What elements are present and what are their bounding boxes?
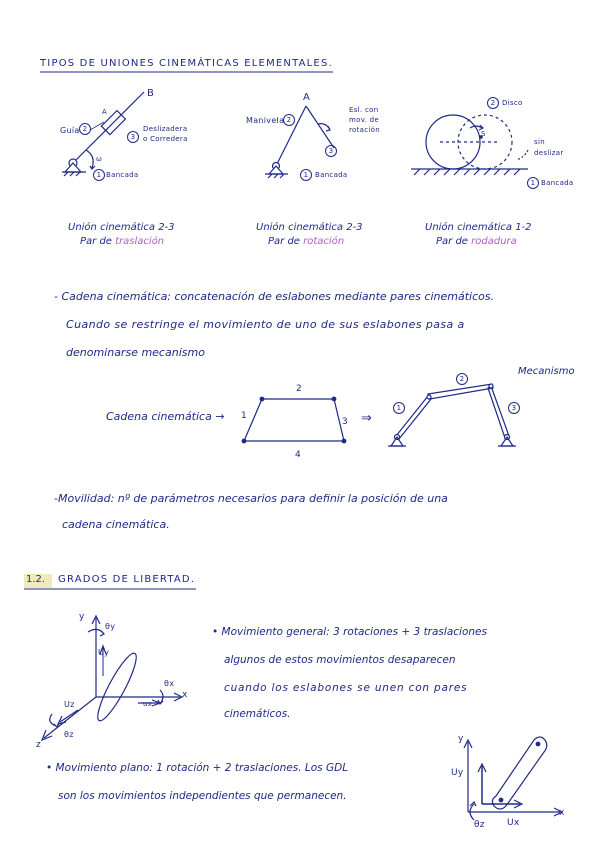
label-note-1: Esl. con <box>349 106 379 114</box>
axis-x-label: x <box>182 690 188 700</box>
implies-arrow: ⇒ <box>361 411 372 426</box>
u-y-label: Uy <box>98 648 110 657</box>
general-line2: algunos de estos movimientos desaparecen <box>224 654 456 666</box>
general-line4: cinemáticos. <box>224 708 291 720</box>
label-frame-2: Bancada <box>315 171 348 179</box>
theta-x-label: θx <box>164 679 175 688</box>
u-z-label: Uz <box>64 700 75 709</box>
chain-quad <box>242 397 349 443</box>
label-frame: Bancada <box>106 171 139 179</box>
chain-definition-line2: Cuando se restringe el movimiento de uno de sus eslabones pasa a <box>66 318 465 331</box>
mechanism-link-3: 3 <box>508 402 520 414</box>
label-slider: Deslizadera <box>143 125 188 133</box>
label-link-1b: 1 <box>300 169 312 181</box>
mechanism-link-2: 2 <box>456 373 468 385</box>
chain-definition-line3: denominarse mecanismo <box>66 346 205 359</box>
mechanism-label: Mecanismo <box>518 366 575 377</box>
caption-1-line1: Unión cinemática 2-3 <box>68 222 175 233</box>
label-link-1: 1 <box>93 169 105 181</box>
axis2-x-label: x <box>559 808 565 818</box>
axis-y-label: y <box>79 612 85 622</box>
theta-y-label: θy <box>105 622 116 631</box>
mobility-line2: cadena cinemática. <box>62 518 170 531</box>
disc-diagram <box>411 115 528 175</box>
chain-edge-4: 4 <box>295 450 302 460</box>
caption-2-pre: Par de <box>268 236 300 247</box>
chain-definition-line1: - Cadena cinemática: concatenación de eslabones mediante pares cinemáticos. <box>54 290 495 303</box>
label-slip-2: deslizar <box>534 149 564 157</box>
u-x-label: ux <box>143 700 153 708</box>
axes-plane-diagram <box>464 737 562 820</box>
mechanism-diagram <box>388 384 516 446</box>
label-link-1c: 1 <box>527 177 539 189</box>
chain-edge-2: 2 <box>296 384 303 394</box>
label-link-3: 3 <box>127 131 139 143</box>
caption-1-line2 <box>80 236 164 247</box>
chain-label: Cadena cinemática → <box>106 410 225 423</box>
caption-1-highlight: traslación <box>115 236 165 247</box>
section-number: 1.2. <box>26 574 46 585</box>
axis2-u-x-label: Ux <box>507 818 520 828</box>
label-link-2: 2 <box>79 123 91 135</box>
label-s: S <box>481 130 486 138</box>
caption-3-pre: Par de <box>436 236 468 247</box>
axis2-theta-z-label: θz <box>474 820 485 830</box>
label-point-a-2: A <box>303 92 310 103</box>
label-link-2b: 2 <box>283 114 295 126</box>
label-point-a: A <box>102 108 108 116</box>
chain-edge-3: 3 <box>342 417 349 427</box>
caption-3-line1: Unión cinemática 1-2 <box>425 222 532 233</box>
caption-3-line2 <box>436 236 517 247</box>
label-disc: Disco <box>502 99 523 107</box>
caption-1-pre: Par de <box>80 236 112 247</box>
axis-z-label: z <box>36 740 42 750</box>
axes-3d-diagram <box>42 616 182 740</box>
label-slip-1: sin <box>534 138 545 146</box>
label-frame-3: Bancada <box>541 179 574 187</box>
label-point-b: B <box>147 88 154 99</box>
plane-line2: son los movimientos independientes que permanecen. <box>58 790 347 802</box>
general-line1: • Movimiento general: 3 rotaciones + 3 traslaciones <box>212 626 487 638</box>
label-link-3b: 3 <box>325 145 337 157</box>
caption-2-line2 <box>268 236 344 247</box>
caption-3-highlight: rodadura <box>471 236 517 247</box>
label-crank: Manivela <box>246 116 285 125</box>
label-note-2: mov. de <box>349 116 380 124</box>
caption-2-line1: Unión cinemática 2-3 <box>256 222 363 233</box>
theta-z-label: θz <box>64 730 74 739</box>
chain-edge-1: 1 <box>241 411 248 421</box>
page-title: TIPOS DE UNIONES CINEMÁTICAS ELEMENTALES. <box>40 58 333 69</box>
axis2-u-y-label: Uy <box>451 768 464 778</box>
label-note-3: rotación <box>349 126 380 134</box>
axis2-y-label: y <box>458 734 464 744</box>
mobility-line1: -Movilidad: nº de parámetros necesarios para definir la posición de una <box>54 492 448 505</box>
section-title: GRADOS DE LIBERTAD. <box>58 574 196 585</box>
mechanism-link-1: 1 <box>393 402 405 414</box>
caption-2-highlight: rotación <box>303 236 345 247</box>
label-link-2c: 2 <box>487 97 499 109</box>
label-slider-alt: o Corredera <box>143 135 188 143</box>
label-omega: ω <box>96 155 103 163</box>
plane-line1: • Movimiento plano: 1 rotación + 2 traslaciones. Los GDL <box>46 762 349 774</box>
general-line3: cuando los eslabones se unen con pares <box>224 682 468 694</box>
label-guide: Guía <box>60 126 80 135</box>
